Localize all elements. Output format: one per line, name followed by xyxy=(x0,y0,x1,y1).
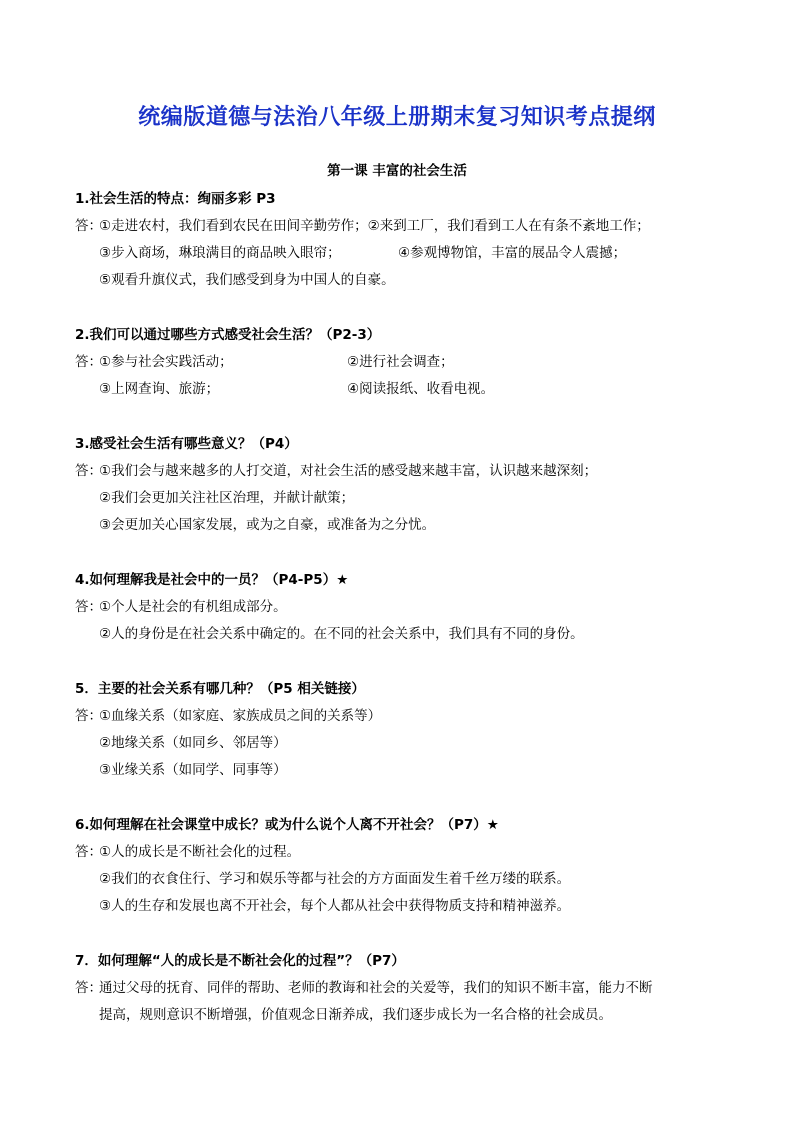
answer-text: ①个人是社会的有机组成部分。 xyxy=(99,599,287,615)
answer-text: ③人的生存和发展也离不开社会，每个人都从社会中获得物质支持和精神滋养。 xyxy=(99,898,571,914)
answer-text: ①血缘关系（如家庭、家族成员之间的关系等） xyxy=(99,708,382,724)
section-2 xyxy=(75,322,725,403)
answer-text: ②进行社会调查； xyxy=(347,354,454,370)
answer-prefix: 答： xyxy=(75,708,102,724)
answer-prefix: 答： xyxy=(75,844,102,860)
answer-text: ⑤观看升旗仪式，我们感受到身为中国人的自豪。 xyxy=(99,272,395,288)
question-3: 3.感受社会生活有哪些意义？（P4） xyxy=(75,436,298,452)
answer-line xyxy=(75,512,725,539)
answer-text: ②我们的衣食住行、学习和娱乐等都与社会的方方面面发生着千丝万缕的联系。 xyxy=(99,871,571,887)
section-7 xyxy=(75,948,725,1029)
section-5 xyxy=(75,676,725,784)
question-4: 4.如何理解我是社会中的一员？（P4-P5）★ xyxy=(75,572,349,588)
answer-text: ②地缘关系（如同乡、邻居等） xyxy=(99,735,287,751)
section-1 xyxy=(75,186,725,294)
section-4 xyxy=(75,567,725,648)
answer-line xyxy=(75,975,725,1002)
answer-line xyxy=(75,621,725,648)
question-1: 1.社会生活的特点：绚丽多彩 P3 xyxy=(75,191,276,207)
answer-text: ③业缘关系（如同学、同事等） xyxy=(99,762,287,778)
answer-text: ③步入商场，琳琅满目的商品映入眼帘； xyxy=(99,245,341,261)
answer-line xyxy=(75,866,725,893)
question-2: 2.我们可以通过哪些方式感受社会生活？（P2-3） xyxy=(75,327,381,343)
answer-prefix: 答： xyxy=(75,980,102,996)
answer-text: 通过父母的抚育、同伴的帮助、老师的教诲和社会的关爱等，我们的知识不断丰富，能力不断 xyxy=(99,980,653,996)
answer-text: ③上网查询、旅游； xyxy=(99,381,220,397)
answer-text: ①人的成长是不断社会化的过程。 xyxy=(99,844,301,860)
question-5: 5．主要的社会关系有哪几种？（P5 相关链接） xyxy=(75,681,365,697)
answer-text: ②人的身份是在社会关系中确定的。在不同的社会关系中，我们具有不同的身份。 xyxy=(99,626,584,642)
answer-prefix: 答： xyxy=(75,599,102,615)
answer-text: 提高，规则意识不断增强，价值观念日渐养成，我们逐步成长为一名合格的社会成员。 xyxy=(99,1007,612,1023)
answer-line xyxy=(75,213,725,240)
answer-line xyxy=(75,458,725,485)
answer-line xyxy=(75,485,725,512)
lesson-title: 第一课 丰富的社会生活 xyxy=(327,163,467,179)
answer-text: ①走进农村，我们看到农民在田间辛勤劳作；②来到工厂，我们看到工人在有条不紊地工作； xyxy=(99,218,650,234)
question-6: 6.如何理解在社会课堂中成长？或为什么说个人离不开社会？（P7）★ xyxy=(75,817,499,833)
section-6 xyxy=(75,812,725,920)
answer-line xyxy=(75,267,725,294)
answer-line xyxy=(75,730,725,757)
answer-line xyxy=(75,594,725,621)
answer-line xyxy=(75,1002,725,1029)
answer-line xyxy=(75,376,725,403)
answer-line xyxy=(75,240,725,267)
answer-prefix: 答： xyxy=(75,463,102,479)
outline-content xyxy=(75,186,725,1057)
answer-text: ①我们会与越来越多的人打交道，对社会生活的感受越来越丰富，认识越来越深刻； xyxy=(99,463,598,479)
answer-line xyxy=(75,349,725,376)
answer-text: ②我们会更加关注社区治理，并献计献策； xyxy=(99,490,355,506)
answer-text: ④阅读报纸、收看电视。 xyxy=(347,381,495,397)
section-3 xyxy=(75,431,725,539)
answer-line xyxy=(75,893,725,920)
document-title: 统编版道德与法治八年级上册期末复习知识考点提纲 xyxy=(138,105,656,130)
answer-text: ①参与社会实践活动； xyxy=(99,354,233,370)
answer-prefix: 答： xyxy=(75,354,102,370)
answer-text: ④参观博物馆，丰富的展品令人震撼； xyxy=(398,245,627,261)
answer-text: ③会更加关心国家发展，或为之自豪，或准备为之分忧。 xyxy=(99,517,436,533)
answer-line xyxy=(75,757,725,784)
answer-line xyxy=(75,839,725,866)
answer-line xyxy=(75,703,725,730)
question-7: 7．如何理解“人的成长是不断社会化的过程”？（P7） xyxy=(75,953,405,969)
answer-prefix: 答： xyxy=(75,218,102,234)
